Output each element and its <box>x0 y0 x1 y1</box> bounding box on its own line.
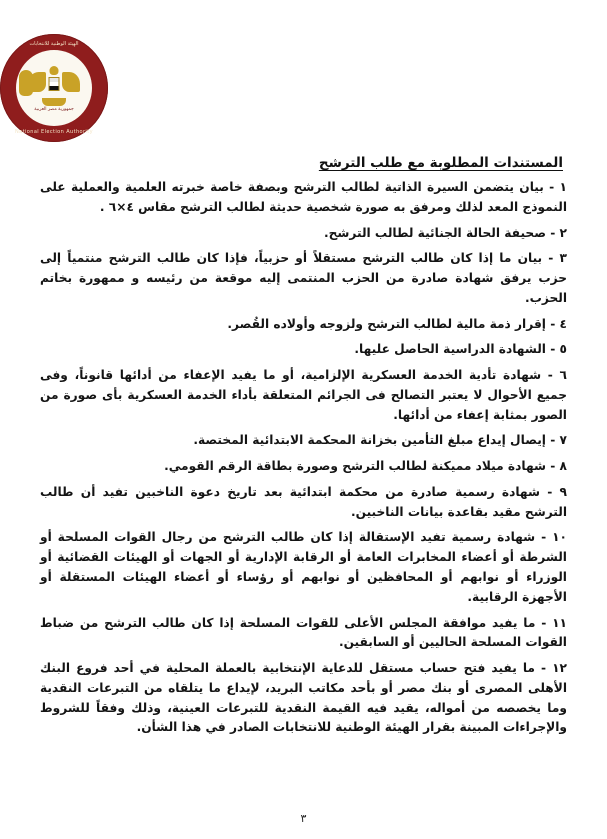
eagle-tail <box>42 98 66 106</box>
page-title: المستندات المطلوبة مع طلب الترشح <box>318 155 563 171</box>
list-item <box>40 528 567 607</box>
list-item <box>40 366 567 425</box>
seal-inner <box>16 50 92 126</box>
requirements-list <box>40 178 567 738</box>
list-item <box>40 249 567 308</box>
list-item-number: ٩ - <box>547 484 567 499</box>
list-item-number: ١٢ - <box>540 661 567 676</box>
seal-ring-bottom-label: National Election Authority <box>15 129 93 135</box>
list-item-number: ١ - <box>549 180 567 194</box>
list-item-number: ٦ - <box>547 368 567 383</box>
list-item-text: شهادة رسمية صادرة من محكمة ابتدائية بعد تاريخ دعوة الناخبين تفيد أن طالب الترشح مقيد بقاعدة بيانات الناخبين. <box>40 484 567 519</box>
list-item-number: ٧ - <box>550 433 567 448</box>
list-item <box>40 315 567 335</box>
logo-container <box>0 34 563 142</box>
page-number: ٣ <box>300 812 307 825</box>
list-item-text: ما يفيد فتح حساب مستقل للدعاية الإنتخابية بالعملة المحلية في أحد فروع البنك الأهلى المصرى أو بنك مصر أو بأحد مكاتب البريد، لإيداع ما يتلقاه من التبرعات النقدية وما يخصصه من أمواله، يقيد فيه القيمة النقدية للتبرعات العينية، وذلك وفقاً للشروط والإجراءات المبينة بقرار الهيئة الوطنية للانتخابات الصادر في هذا الشأن. <box>40 661 567 735</box>
seal-inner-label: جمهورية مصر العربية <box>34 107 74 112</box>
national-election-authority-seal-icon <box>0 34 108 142</box>
list-item-text: إقرار ذمة مالية لطالب الترشح ولزوجه وأولاده القُصر. <box>227 316 546 331</box>
list-item <box>40 431 567 451</box>
list-item <box>40 614 567 654</box>
list-item-text: شهادة رسمية تفيد الإستقالة إذا كان طالب الترشح من رجال القوات المسلحة أو الشرطة أو أعضاء المخابرات العامة أو الرقابة الإدارية أو الجهات أو الهيئات القضائية أو الوزراء أو نوابهم أو المحافظين أو نوابهم أو رؤساء أو أعضاء الهيئات المستقلة أو الأجهزة الرقابية. <box>40 530 567 604</box>
requirements-section <box>40 178 567 744</box>
list-item-text: إيصال إيداع مبلغ التأمين بخزانة المحكمة الابتدائية المختصة. <box>193 433 546 448</box>
list-item <box>40 659 567 738</box>
list-item <box>40 457 567 477</box>
list-item-number: ٢ - <box>550 225 567 240</box>
list-item-number: ٥ - <box>550 342 567 357</box>
eagle-of-saladin-icon <box>28 66 80 106</box>
list-item-text: شهادة ميلاد مميكنة لطالب الترشح وصورة بطاقة الرقم القومي. <box>164 459 546 474</box>
list-item-text: صحيفة الحالة الجنائية لطالب الترشح. <box>323 225 546 240</box>
list-item-text: ما يفيد موافقة المجلس الأعلى للقوات المسلحة إذا كان طالب الترشح من ضباط القوات المسلحة الحاليين أو السابقين. <box>40 615 567 650</box>
list-item-text: بيان ما إذا كان طالب الترشح مستقلاً أو حزبياً، فإذا كان طالب الترشح منتمياً إلى حزب يرفق شهادة صادرة من الحزب المنتمى إليه موقعة من رئيسه و ممهورة بخاتم الحزب. <box>40 251 567 305</box>
list-item <box>40 340 567 360</box>
list-item-text: بيان يتضمن السيرة الذاتية لطالب الترشح وبصفة خاصة خبرته العلمية والعملية على النموذج المعد لذلك ومرفق به صورة شخصية حديثة لطالب الترشح مقاس ٤×٦ . <box>40 180 567 214</box>
eagle-head <box>50 66 59 75</box>
list-item <box>40 483 567 523</box>
list-item <box>40 224 567 244</box>
list-item-number: ١٠ - <box>541 530 567 545</box>
eagle-body <box>19 70 33 96</box>
eagle-shield <box>49 77 60 91</box>
list-item-number: ٨ - <box>550 459 567 474</box>
list-item-number: ١١ - <box>541 615 567 630</box>
list-item-number: ٣ - <box>548 251 567 266</box>
list-item-text: شهادة تأدية الخدمة العسكرية الإلزامية، أو ما يفيد الإعفاء من أدائها قانوناً، وفى جميع الأحوال لا يعتبر التصالح فى الجرائم المتعلقة بأداء الخدمة العسكرية بأى صورة من الصور بمثابة إعفاء من أدائها. <box>40 368 567 422</box>
eagle-wing-right <box>62 72 80 92</box>
list-item-number: ٤ - <box>550 316 567 331</box>
seal-ring-top-label: الهيئة الوطنية للانتخابات <box>29 41 79 47</box>
list-item-text: الشهادة الدراسية الحاصل عليها. <box>354 342 546 357</box>
list-item <box>40 178 567 218</box>
